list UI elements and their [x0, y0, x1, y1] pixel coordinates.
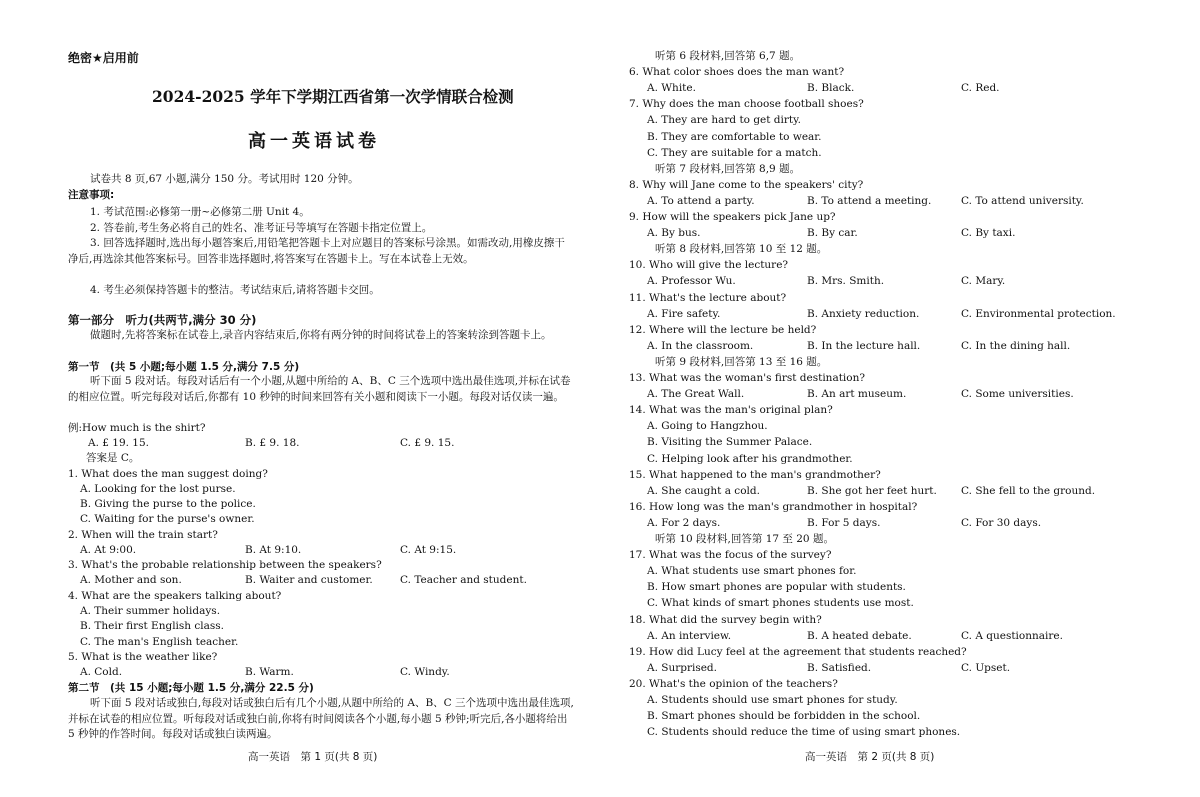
option-c: C. In the dining hall.: [961, 339, 1071, 352]
question-options: [600, 484, 1180, 500]
option-b: B. For 5 days.: [807, 516, 881, 529]
question-stem: 10. Who will give the lecture?: [629, 259, 789, 272]
option-line: A. Going to Hangzhou.: [647, 420, 768, 433]
option-line: A. Students should use smart phones for study.: [647, 694, 898, 706]
question-stem: 3. What's the probable relationship between the speakers?: [68, 559, 382, 571]
note-item: 4. 考生必须保持答题卡的整洁。考试结束后,请将答题卡交回。: [90, 284, 380, 296]
option-c: C. £ 9. 15.: [400, 437, 455, 449]
option-b: B. Giving the purse to the police.: [80, 498, 256, 510]
option-c: C. At 9:15.: [400, 544, 457, 556]
option-a: A. Fire safety.: [647, 307, 721, 320]
page-footer: 高一英语 第 1 页(共 8 页): [248, 751, 378, 763]
exam-page-right: [600, 0, 1200, 797]
question-stem: 2. When will the train start?: [68, 529, 218, 541]
section1-heading: 第一节 (共 5 小题;每小题 1.5 分,满分 7.5 分): [68, 361, 300, 373]
question-stem: 5. What is the weather like?: [68, 651, 218, 663]
question-options: [68, 573, 574, 589]
option-a: A. By bus.: [647, 227, 701, 240]
option-c: C. The man's English teacher.: [80, 636, 239, 648]
option-b: B. A heated debate.: [807, 629, 912, 642]
option-line: B. How smart phones are popular with students.: [647, 581, 906, 594]
option-a: A. White.: [647, 82, 696, 95]
option-line: B. They are comfortable to wear.: [647, 130, 822, 143]
option-c: C. To attend university.: [961, 194, 1084, 207]
question-options: [68, 665, 574, 681]
option-c: C. By taxi.: [961, 227, 1016, 240]
question-options: [600, 629, 1180, 645]
option-a: A. In the classroom.: [647, 339, 754, 352]
option-b: B. Their first English class.: [80, 620, 225, 632]
confidential-label: 绝密★启用前: [68, 51, 139, 65]
option-a: A. At 9:00.: [80, 544, 137, 556]
question-stem: 7. Why does the man choose football shoes?: [629, 98, 864, 111]
option-a: A. Their summer holidays.: [80, 605, 221, 617]
option-b: B. £ 9. 18.: [245, 437, 300, 449]
question-stem: 18. What did the survey begin with?: [629, 613, 822, 626]
option-b: B. To attend a meeting.: [807, 194, 932, 207]
option-line: C. What kinds of smart phones students use most.: [647, 597, 914, 610]
question-stem: 13. What was the woman's first destination?: [629, 372, 865, 384]
question-stem: 20. What's the opinion of the teachers?: [629, 677, 838, 690]
option-a: A. Surprised.: [647, 661, 717, 674]
question-stem: 8. Why will Jane come to the speakers' city?: [629, 178, 864, 191]
section1-intro: 听下面 5 段对话。每段对话后有一个小题,从题中所给的 A、B、C 三个选项中选出最佳选项,并标在试卷的相应位置。听完每段对话后,你都有 10 秒钟的时间来回答有关小题和阅读下一小题。每段对话仅读一遍。: [68, 375, 571, 403]
option-c: C. Upset.: [961, 661, 1011, 674]
question-stem: 6. What color shoes does the man want?: [629, 66, 845, 79]
option-a: A. Professor Wu.: [647, 275, 736, 288]
option-b: B. In the lecture hall.: [807, 339, 921, 352]
exam-intro: 试卷共 8 页,67 小题,满分 150 分。考试用时 120 分钟。: [90, 173, 359, 185]
option-a: A. Cold.: [80, 666, 123, 678]
material-instruction: 听第 9 段材料,回答第 13 至 16 题。: [655, 355, 828, 368]
option-a: A. The Great Wall.: [647, 388, 745, 401]
question-stem: 4. What are the speakers talking about?: [68, 590, 282, 602]
option-line: C. Helping look after his grandmother.: [647, 452, 853, 465]
option-line: B. Smart phones should be forbidden in the school.: [647, 710, 921, 723]
option-a: A. £ 19. 15.: [88, 437, 150, 449]
option-c: C. Red.: [961, 82, 1000, 95]
material-instruction: 听第 6 段材料,回答第 6,7 题。: [655, 50, 801, 62]
question-options: [600, 307, 1180, 323]
option-c: C. Mary.: [961, 275, 1006, 288]
question-options: [600, 516, 1180, 532]
example-stem: 例:How much is the shirt?: [68, 422, 206, 434]
question-options: [600, 274, 1180, 290]
question-stem: 9. How will the speakers pick Jane up?: [629, 211, 836, 223]
question-options: [600, 194, 1180, 210]
option-b: B. Anxiety reduction.: [807, 307, 920, 320]
option-c: C. She fell to the ground.: [961, 484, 1096, 497]
question-options: [68, 543, 574, 559]
question-stem: 17. What was the focus of the survey?: [629, 549, 832, 562]
example-options: [68, 436, 574, 452]
option-a: A. She caught a cold.: [647, 484, 760, 497]
option-a: A. An interview.: [647, 629, 732, 642]
option-b: B. At 9:10.: [245, 544, 302, 556]
section2-heading: 第二节 (共 15 小题;每小题 1.5 分,满分 22.5 分): [68, 682, 314, 694]
material-instruction: 听第 7 段材料,回答第 8,9 题。: [655, 162, 801, 175]
option-c: C. A questionnaire.: [961, 629, 1063, 642]
example-answer: 答案是 C。: [86, 452, 140, 464]
material-instruction: 听第 8 段材料,回答第 10 至 12 题。: [655, 243, 828, 256]
part1-intro: 做题时,先将答案标在试卷上,录音内容结束后,你将有两分钟的时间将试卷上的答案转涂到答题卡上。: [90, 329, 552, 341]
option-b: B. Mrs. Smith.: [807, 275, 885, 288]
option-c: C. Teacher and student.: [400, 574, 527, 586]
page-footer: 高一英语 第 2 页(共 8 页): [805, 751, 935, 763]
option-line: B. Visiting the Summer Palace.: [647, 436, 813, 449]
option-b: B. Satisfied.: [807, 661, 872, 674]
option-a: A. Mother and son.: [80, 574, 182, 586]
option-a: A. For 2 days.: [647, 516, 721, 529]
subject-title: 高一英语试卷: [248, 131, 380, 152]
part1-heading: 第一部分 听力(共两节,满分 30 分): [68, 313, 257, 327]
question-options: [600, 339, 1180, 355]
question-stem: 11. What's the lecture about?: [629, 291, 787, 304]
option-c: C. Some universities.: [961, 388, 1074, 401]
question-stem: 1. What does the man suggest doing?: [68, 468, 268, 480]
question-stem: 16. How long was the man's grandmother in hospital?: [629, 500, 918, 513]
note-item: 3. 回答选择题时,选出每小题答案后,用铅笔把答题卡上对应题目的答案标号涂黑。如需改动,用橡皮擦干净后,再选涂其他答案标号。回答非选择题时,将答案写在答题卡上。写在本试卷上无效。: [68, 237, 565, 265]
option-line: A. What students use smart phones for.: [647, 565, 857, 578]
note-item: 2. 答卷前,考生务必将自己的姓名、准考证号等填写在答题卡指定位置上。: [90, 222, 433, 234]
option-b: B. Black.: [807, 82, 855, 95]
section2-intro: 听下面 5 段对话或独白,每段对话或独白后有几个小题,从题中所给的 A、B、C 三个选项中选出最佳选项,并标在试卷的相应位置。听每段对话或独白前,你将有时间阅读各个小题,每小题 5 秒钟;听完后,各小题将给出 5 秒钟的作答时间。每段对话或独白读两遍。: [68, 697, 574, 740]
question-options: [600, 81, 1180, 97]
material-instruction: 听第 10 段材料,回答第 17 至 20 题。: [655, 533, 834, 545]
option-b: B. She got her feet hurt.: [807, 484, 937, 497]
option-line: C. They are suitable for a match.: [647, 146, 822, 159]
question-stem: 12. Where will the lecture be held?: [629, 323, 817, 336]
question-options: [600, 661, 1180, 677]
option-b: B. An art museum.: [807, 388, 907, 401]
option-c: C. For 30 days.: [961, 516, 1042, 529]
notes-heading: 注意事项:: [68, 189, 115, 201]
question-stem: 15. What happened to the man's grandmother?: [629, 468, 881, 481]
option-b: B. Waiter and customer.: [245, 574, 373, 586]
option-c: C. Windy.: [400, 666, 450, 678]
option-c: C. Waiting for the purse's owner.: [80, 513, 255, 525]
option-c: C. Environmental protection.: [961, 307, 1116, 320]
option-line: C. Students should reduce the time of using smart phones.: [647, 726, 961, 739]
option-line: A. They are hard to get dirty.: [647, 114, 802, 127]
exam-title: 2024-2025 学年下学期江西省第一次学情联合检测: [152, 87, 514, 106]
question-stem: 19. How did Lucy feel at the agreement that students reached?: [629, 645, 967, 658]
note-item: 1. 考试范围:必修第一册~必修第二册 Unit 4。: [90, 206, 310, 218]
option-a: A. To attend a party.: [647, 194, 755, 207]
question-options: [600, 226, 1180, 242]
option-a: A. Looking for the lost purse.: [80, 483, 236, 495]
option-b: B. Warm.: [245, 666, 294, 678]
option-b: B. By car.: [807, 227, 858, 240]
question-options: [600, 387, 1180, 403]
question-stem: 14. What was the man's original plan?: [629, 404, 833, 417]
